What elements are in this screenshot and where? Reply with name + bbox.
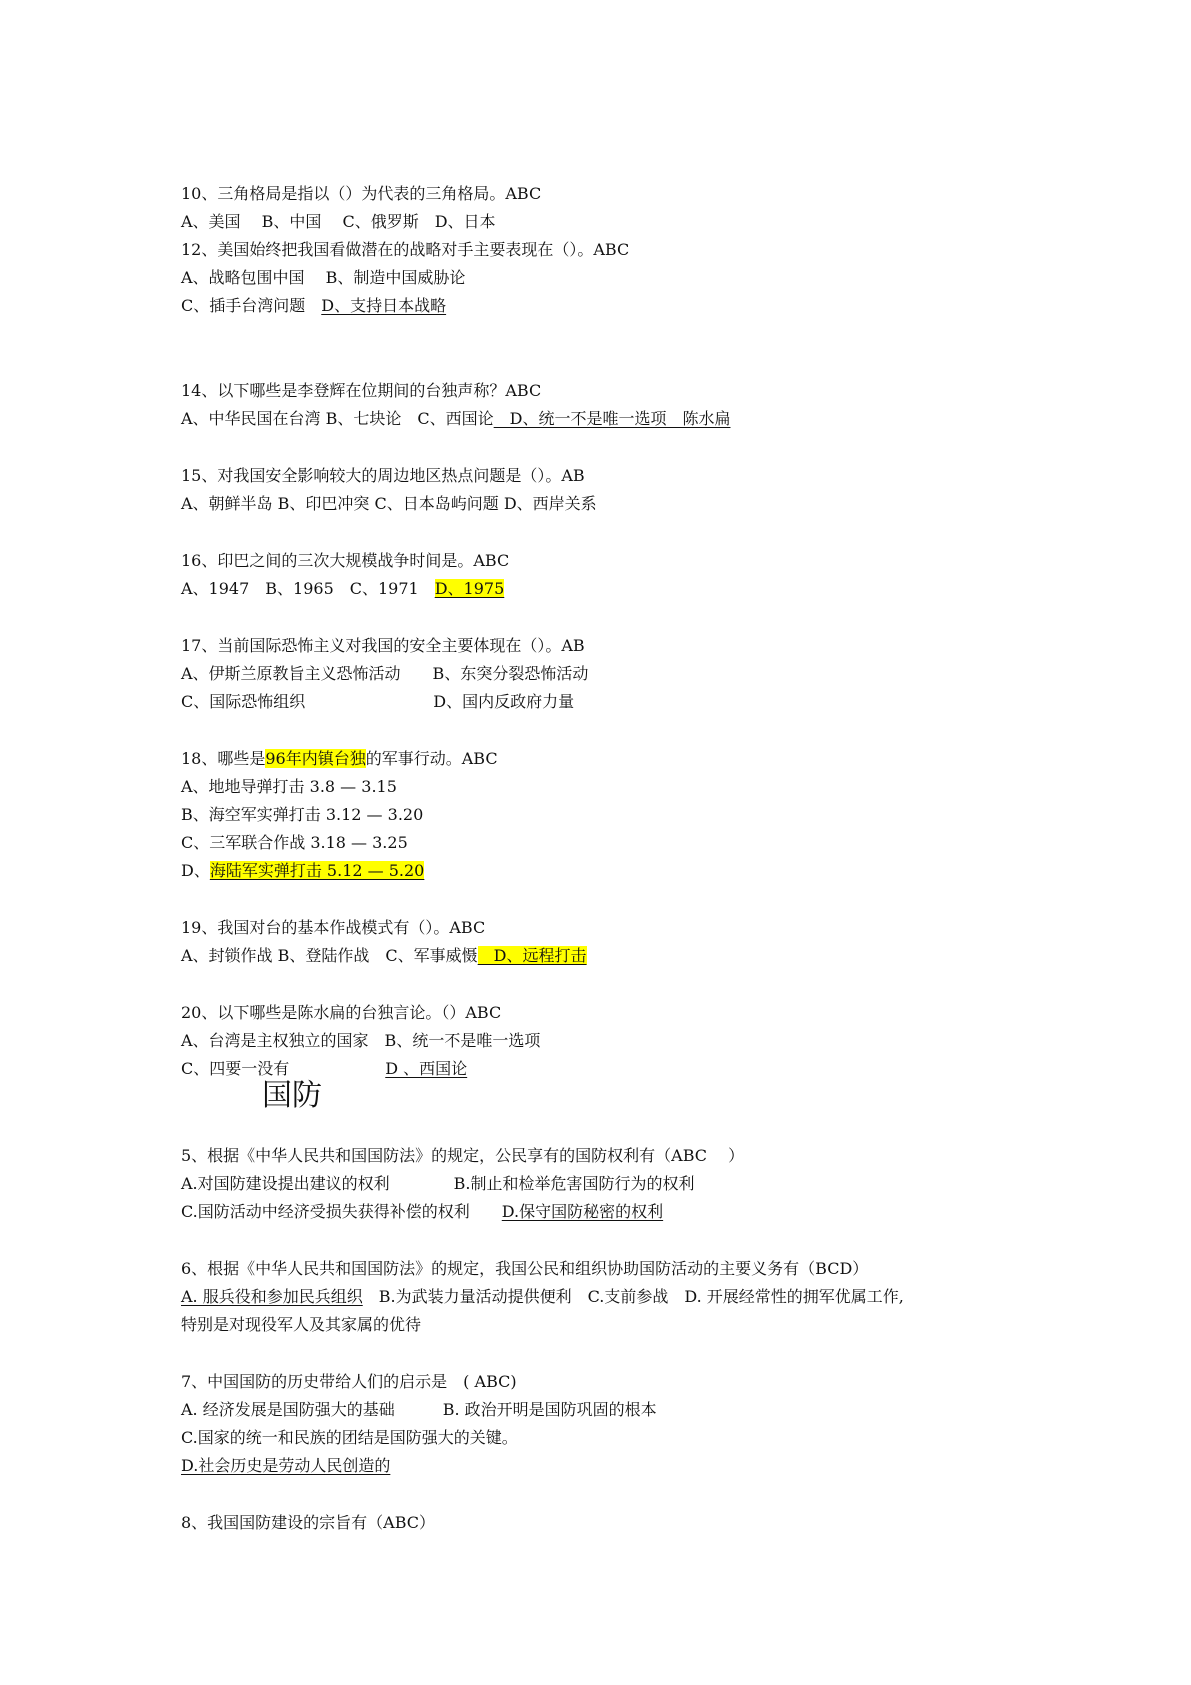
q5-options-line1: A.对国防建设提出建议的权利 B.制止和检举危害国防行为的权利 xyxy=(181,1174,695,1193)
q17-options-line2: C、国际恐怖组织 D、国内反政府力量 xyxy=(181,692,575,711)
q20-option-c: C、四要一没有 xyxy=(181,1059,386,1078)
q14-options-abc: A、中华民国在台湾 B、七块论 C、西国论 xyxy=(181,409,494,428)
q14-options xyxy=(181,409,731,429)
q18-option-c: C、三军联合作战 3.18 — 3.25 xyxy=(181,833,408,852)
q19-question: 19、我国对台的基本作战模式有（）。ABC xyxy=(181,918,486,937)
q6-option-a: A. 服兵役和参加民兵组织 xyxy=(181,1287,363,1306)
q6-options-line1 xyxy=(181,1287,904,1307)
q12-question: 12、美国始终把我国看做潜在的战略对手主要表现在（）。ABC xyxy=(181,240,630,259)
q18-option-d-prefix: D、 xyxy=(181,861,210,880)
q5-option-c: C.国防活动中经济受损失获得补偿的权利 xyxy=(181,1202,502,1221)
q6-options-rest: B.为武装力量活动提供便利 C.支前参战 D. 开展经常性的拥军优属工作, xyxy=(362,1287,904,1306)
q18-option-d-highlight: 海陆军实弹打击 5.12 — 5.20 xyxy=(209,861,425,880)
q18-option-d xyxy=(181,861,424,881)
q7-option-d: D.社会历史是劳动人民创造的 xyxy=(181,1456,391,1475)
q16-options xyxy=(181,579,504,599)
q12-options-line2 xyxy=(181,296,446,316)
q10-question: 10、三角格局是指以（）为代表的三角格局。ABC xyxy=(181,184,542,203)
q8-question: 8、我国国防建设的宗旨有（ABC） xyxy=(181,1513,436,1532)
q19-options xyxy=(181,946,587,966)
q20-options-line1: A、台湾是主权独立的国家 B、统一不是唯一选项 xyxy=(181,1031,541,1050)
q20-option-d: D 、西国论 xyxy=(385,1059,468,1078)
q5-option-d: D.保守国防秘密的权利 xyxy=(501,1202,664,1221)
q10-options: A、美国 B、中国 C、俄罗斯 D、日本 xyxy=(181,212,496,231)
q7-question: 7、中国国防的历史带给人们的启示是 ( ABC) xyxy=(181,1372,517,1391)
q12-option-d: D、支持日本战略 xyxy=(321,296,447,315)
q16-options-abc: A、1947 B、1965 C、1971 xyxy=(181,579,435,598)
q20-question: 20、以下哪些是陈水扁的台独言论。（）ABC xyxy=(181,1003,502,1022)
q12-options-line1: A、战略包围中国 B、制造中国威胁论 xyxy=(181,268,466,287)
q5-options-line2 xyxy=(181,1202,663,1222)
q18-option-b: B、海空军实弹打击 3.12 — 3.20 xyxy=(181,805,424,824)
q5-question: 5、根据《中华人民共和国国防法》的规定，公民享有的国防权利有（ABC ） xyxy=(181,1146,745,1165)
q18-option-a: A、地地导弹打击 3.8 — 3.15 xyxy=(181,777,397,796)
q16-question: 16、印巴之间的三次大规模战争时间是。ABC xyxy=(181,551,510,570)
q19-option-d: D、远程打击 xyxy=(477,946,587,965)
q12-option-c: C、插手台湾问题 xyxy=(181,296,322,315)
q6-question: 6、根据《中华人民共和国国防法》的规定，我国公民和组织协助国防活动的主要义务有（BCD） xyxy=(181,1259,869,1278)
q18-question-prefix: 18、哪些是 xyxy=(181,749,266,768)
q19-options-abc: A、封锁作战 B、登陆作战 C、军事威慑 xyxy=(181,946,478,965)
q6-options-line2: 特别是对现役军人及其家属的优待 xyxy=(181,1315,422,1334)
q15-question: 15、对我国安全影响较大的周边地区热点问题是（）。AB xyxy=(181,466,585,485)
q18-question-highlight: 96年内镇台独 xyxy=(265,749,366,768)
section-heading: 国防 xyxy=(262,1078,322,1113)
q17-question: 17、当前国际恐怖主义对我国的安全主要体现在（）。AB xyxy=(181,636,585,655)
q14-option-d: D、统一不是唯一选项 陈水扁 xyxy=(493,409,731,428)
q18-question-suffix: 的军事行动。ABC xyxy=(365,749,498,768)
q17-options-line1: A、伊斯兰原教旨主义恐怖活动 B、东突分裂恐怖活动 xyxy=(181,664,589,683)
q14-question: 14、以下哪些是李登辉在位期间的台独声称？ABC xyxy=(181,381,542,400)
q7-options-line2: C.国家的统一和民族的团结是国防强大的关键。 xyxy=(181,1428,518,1447)
q16-option-d: D、1975 xyxy=(434,579,505,598)
q7-options-line1: A. 经济发展是国防强大的基础 B. 政治开明是国防巩固的根本 xyxy=(181,1400,657,1419)
q20-options-line2 xyxy=(181,1059,467,1079)
q15-options: A、朝鲜半岛 B、印巴冲突 C、日本岛屿问题 D、西岸关系 xyxy=(181,494,597,513)
q18-question xyxy=(181,749,498,769)
